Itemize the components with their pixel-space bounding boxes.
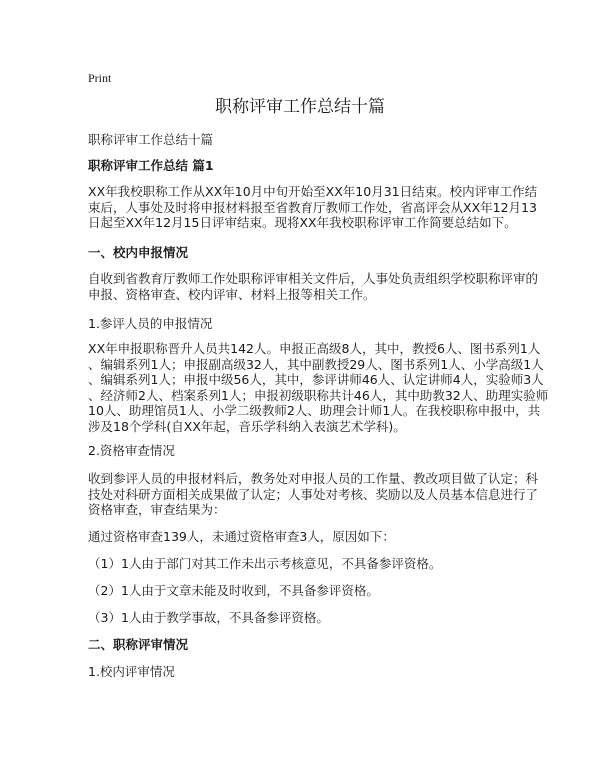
section1-paragraph	[88, 271, 539, 302]
sub1-heading: 1.参评人员的申报情况	[88, 316, 213, 331]
page-title: 职称评审工作总结十篇	[215, 97, 385, 117]
intro-paragraph	[88, 184, 538, 231]
text-line: 10人、助理馆员1人、小学二级教师2人、助理会计师1人。在我校职称申报中，共	[88, 403, 541, 418]
section2-heading: 二、职称评审情况	[88, 637, 189, 652]
print-link[interactable]: Print	[88, 71, 112, 85]
article-heading: 职称评审工作总结 篇1	[88, 158, 214, 173]
subtitle: 职称评审工作总结十篇	[88, 132, 214, 147]
reason-item: （3）1人由于教学事故，不具备参评资格。	[88, 610, 329, 625]
sub2-heading: 2.资格审查情况	[88, 443, 175, 458]
text-line: 日起至XX年12月15日评审结束。现将XX年我校职称评审工作简要总结如下。	[88, 215, 517, 230]
review-result: 通过资格审查139人，未通过资格审查3人，原因如下：	[88, 529, 395, 544]
reason-item: （1）1人由于部门对其工作未出示考核意见，不具备参评资格。	[88, 556, 442, 571]
text-line: 资格审查，审查结果为：	[88, 502, 226, 517]
text-line: 、编辑系列1人；申报副高级32人，其中副教授29人、图书系列1人、小学高级1人	[88, 356, 544, 372]
text-line: 技处对科研方面相关成果做了认定；人事处对考核、奖励以及人员基本信息进行了	[88, 486, 539, 502]
reason-item: （2）1人由于文章未能及时收到，不具备参评资格。	[88, 583, 379, 598]
text-line: 申报、资格审查、校内评审、材料上报等相关工作。	[88, 286, 376, 302]
text-line: XX年我校职称工作从XX年10月中旬开始至XX年10月31日结束。校内评审工作结	[88, 184, 538, 199]
section1-heading: 一、校内申报情况	[88, 245, 189, 260]
sub2-paragraph	[88, 471, 539, 518]
text-line: 收到参评人员的申报材料后，教务处对申报人员的工作量、教改项目做了认定；科	[88, 471, 539, 486]
text-line: 、编辑系列1人；申报中级56人，其中，参评讲师46人、认定讲师4人，实验师3人	[88, 372, 544, 387]
sub1-paragraph	[88, 341, 549, 434]
text-line: 涉及18个学科(自XX年起，音乐学科纳入表演艺术学科)。	[88, 418, 406, 434]
sub3-heading: 1.校内评审情况	[88, 664, 175, 679]
text-line: 束后，人事处及时将申报材料报至省教育厅教师工作处，省高评会从XX年12月13	[88, 199, 537, 215]
text-line: 自收到省教育厅教师工作处职称评审相关文件后，人事处负责组织学校职称评审的	[88, 271, 539, 286]
text-line: XX年申报职称晋升人员共142人。申报正高级8人，其中，教授6人、图书系列1人	[88, 341, 541, 356]
text-line: 、经济师2人、档案系列1人；申报初级职称共计46人，其中助教32人、助理实验师	[88, 387, 549, 403]
